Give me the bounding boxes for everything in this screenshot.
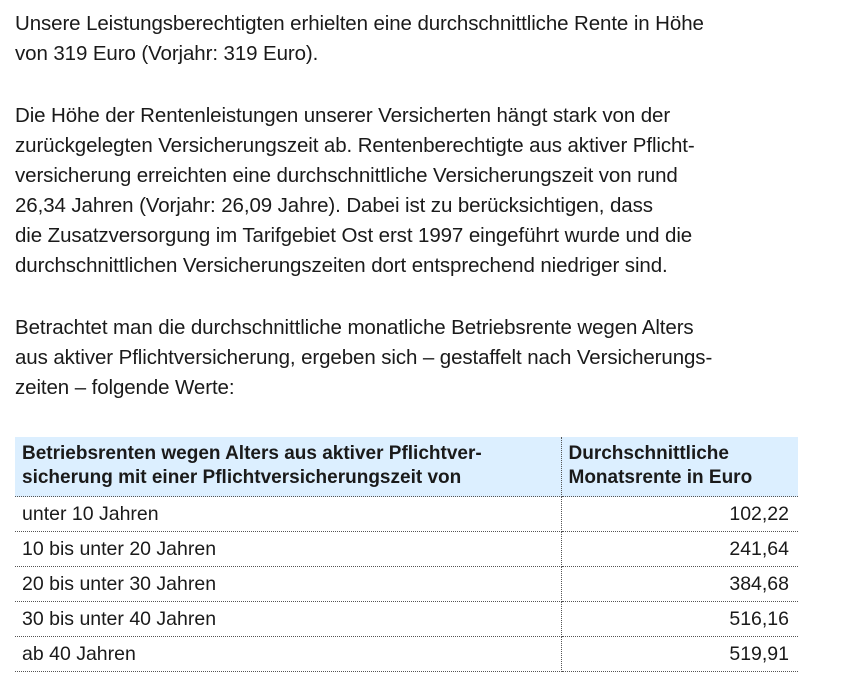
row-value: 102,22 <box>561 497 798 532</box>
text-line: zeiten – folgende Werte: <box>15 376 235 399</box>
text-line: Die Höhe der Rentenleistungen unserer Versicherten hängt stark von der <box>15 104 671 127</box>
header-line: Durchschnittliche <box>568 443 729 464</box>
header-line: Monatsrente in Euro <box>568 467 753 488</box>
row-label: unter 10 Jahren <box>15 497 561 532</box>
text-line: die Zusatzversorgung im Tarifgebiet Ost erst 1997 eingeführt wurde und die <box>15 224 693 247</box>
table-row <box>15 637 798 672</box>
table-row <box>15 532 798 567</box>
header-monthly-pension <box>561 437 798 497</box>
paragraph-table-intro <box>15 313 815 403</box>
row-value: 516,16 <box>561 602 798 637</box>
text-line: von 319 Euro (Vorjahr: 319 Euro). <box>15 42 319 65</box>
table-row <box>15 497 798 532</box>
row-label: 10 bis unter 20 Jahren <box>15 532 561 567</box>
text-line: versicherung erreichten eine durchschnittliche Versicherungszeit von rund <box>15 164 678 187</box>
paragraph-insurance-period <box>15 101 815 281</box>
row-label: 30 bis unter 40 Jahren <box>15 602 561 637</box>
text-line: Betrachtet man die durchschnittliche monatliche Betriebsrente wegen Alters <box>15 316 694 339</box>
text-line: Unsere Leistungsberechtigten erhielten eine durchschnittliche Rente in Höhe <box>15 12 704 35</box>
row-value: 384,68 <box>561 567 798 602</box>
row-label: ab 40 Jahren <box>15 637 561 672</box>
row-label: 20 bis unter 30 Jahren <box>15 567 561 602</box>
paragraph-average-pension <box>15 9 815 69</box>
header-insurance-period <box>15 437 561 497</box>
row-value: 241,64 <box>561 532 798 567</box>
header-line: Betriebsrenten wegen Alters aus aktiver Pflichtver- <box>22 443 482 464</box>
header-line: sicherung mit einer Pflichtversicherungszeit von <box>22 467 462 488</box>
text-line: 26,34 Jahren (Vorjahr: 26,09 Jahre). Dabei ist zu berücksichtigen, dass <box>15 194 653 217</box>
table-header-row <box>15 437 798 497</box>
row-value: 519,91 <box>561 637 798 672</box>
text-line: zurückgelegten Versicherungszeit ab. Rentenberechtigte aus aktiver Pflicht- <box>15 134 695 157</box>
text-line: aus aktiver Pflichtversicherung, ergeben sich – gestaffelt nach Versicherungs- <box>15 346 713 369</box>
pension-table <box>15 437 798 672</box>
text-line: durchschnittlichen Versicherungszeiten dort entsprechend niedriger sind. <box>15 254 668 277</box>
table-row <box>15 602 798 637</box>
table-row <box>15 567 798 602</box>
